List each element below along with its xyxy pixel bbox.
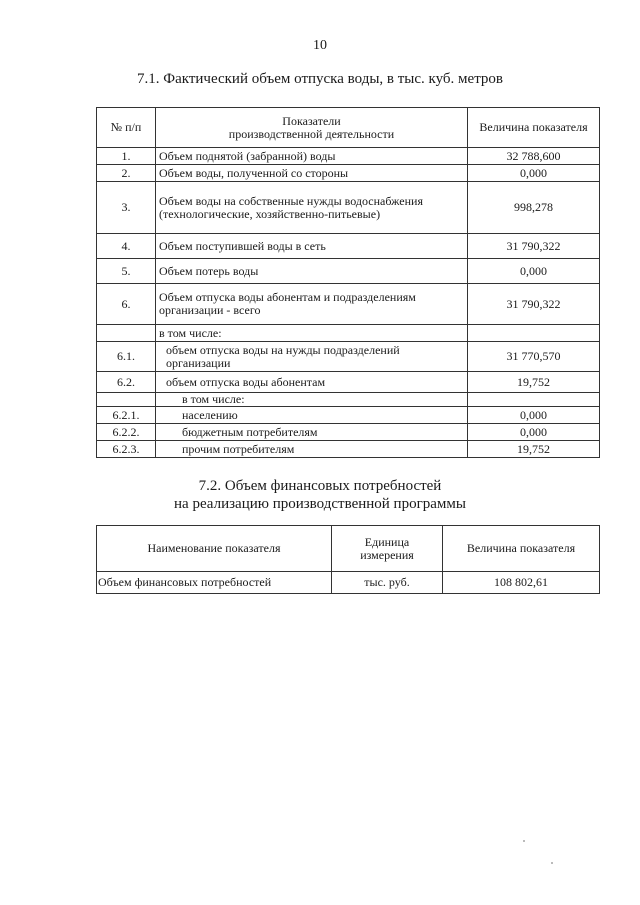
header-indicator-line2: производственной деятельности: [228, 126, 395, 141]
header-indicator: [156, 108, 468, 148]
row-name: Объем отпуска воды абонентам и подразделениям организации - всего: [156, 284, 468, 325]
scan-speck: [551, 862, 553, 864]
table-row: [97, 342, 600, 372]
row-value: 0,000: [468, 407, 600, 424]
row-name: в том числе:: [156, 393, 468, 407]
table-row: [97, 393, 600, 407]
row-num: 3.: [97, 182, 156, 234]
table-row: [97, 182, 600, 234]
table-row: [97, 407, 600, 424]
header-value: Величина показателя: [443, 526, 600, 572]
row-name: Объем поднятой (забранной) воды: [156, 148, 468, 165]
section-title-line1: 7.2. Объем финансовых потребностей: [198, 478, 442, 494]
row-num: 2.: [97, 165, 156, 182]
header-unit-line2: измерения: [360, 547, 414, 562]
row-name: Объем воды на собственные нужды водоснабжения (технологические, хозяйственно-питьевые): [156, 182, 468, 234]
water-volume-table: [96, 107, 600, 458]
header-num: № п/п: [97, 108, 156, 148]
table-row: [97, 148, 600, 165]
table-row: [97, 284, 600, 325]
row-name: Объем воды, полученной со стороны: [156, 165, 468, 182]
header-unit-line1: Единица: [364, 534, 410, 549]
row-num: 6.1.: [97, 342, 156, 372]
row-value: 31 770,570: [468, 342, 600, 372]
table-row: [97, 325, 600, 342]
row-num: 4.: [97, 234, 156, 259]
table-header-row: [97, 108, 600, 148]
row-value: 998,278: [468, 182, 600, 234]
row-value: 31 790,322: [468, 234, 600, 259]
table-row: [97, 372, 600, 393]
table-row: [97, 441, 600, 458]
row-name: бюджетным потребителям: [156, 424, 468, 441]
row-num: 6.2.1.: [97, 407, 156, 424]
header-indicator-name: Наименование показателя: [97, 526, 332, 572]
row-value: 19,752: [468, 372, 600, 393]
row-num: 6.: [97, 284, 156, 325]
row-value: 0,000: [468, 424, 600, 441]
header-indicator-line1: Показатели: [282, 113, 341, 128]
row-value: 0,000: [468, 165, 600, 182]
table-row: [97, 259, 600, 284]
row-num: [97, 325, 156, 342]
row-num: 6.2.2.: [97, 424, 156, 441]
row-name: прочим потребителям: [156, 441, 468, 458]
row-name: Объем финансовых потребностей: [97, 572, 332, 594]
table-row: [97, 234, 600, 259]
row-num: 5.: [97, 259, 156, 284]
row-name: населению: [156, 407, 468, 424]
table-row: [97, 572, 600, 594]
section-title-financial-needs: [0, 477, 640, 513]
table-header-row: [97, 526, 600, 572]
row-unit: тыс. руб.: [332, 572, 443, 594]
row-value: 19,752: [468, 441, 600, 458]
row-name: объем отпуска воды на нужды подразделений организации: [156, 342, 468, 372]
page-number: 10: [313, 38, 327, 53]
row-value: 32 788,600: [468, 148, 600, 165]
row-num: 6.2.3.: [97, 441, 156, 458]
header-unit: [332, 526, 443, 572]
row-num: 6.2.: [97, 372, 156, 393]
row-name: объем отпуска воды абонентам: [156, 372, 468, 393]
row-value: [468, 393, 600, 407]
row-value: [468, 325, 600, 342]
section-title-line2: на реализацию производственной программы: [174, 496, 466, 512]
table-row: [97, 165, 600, 182]
scan-speck: [523, 840, 525, 842]
row-num: [97, 393, 156, 407]
row-name: Объем поступившей воды в сеть: [156, 234, 468, 259]
row-name: в том числе:: [156, 325, 468, 342]
financial-needs-table: [96, 525, 600, 594]
row-name: Объем потерь воды: [156, 259, 468, 284]
table-row: [97, 424, 600, 441]
row-num: 1.: [97, 148, 156, 165]
section-title-water-volume: 7.1. Фактический объем отпуска воды, в тыс. куб. метров: [136, 71, 504, 87]
row-value: 108 802,61: [443, 572, 600, 594]
header-value: Величина показателя: [468, 108, 600, 148]
row-value: 0,000: [468, 259, 600, 284]
row-value: 31 790,322: [468, 284, 600, 325]
